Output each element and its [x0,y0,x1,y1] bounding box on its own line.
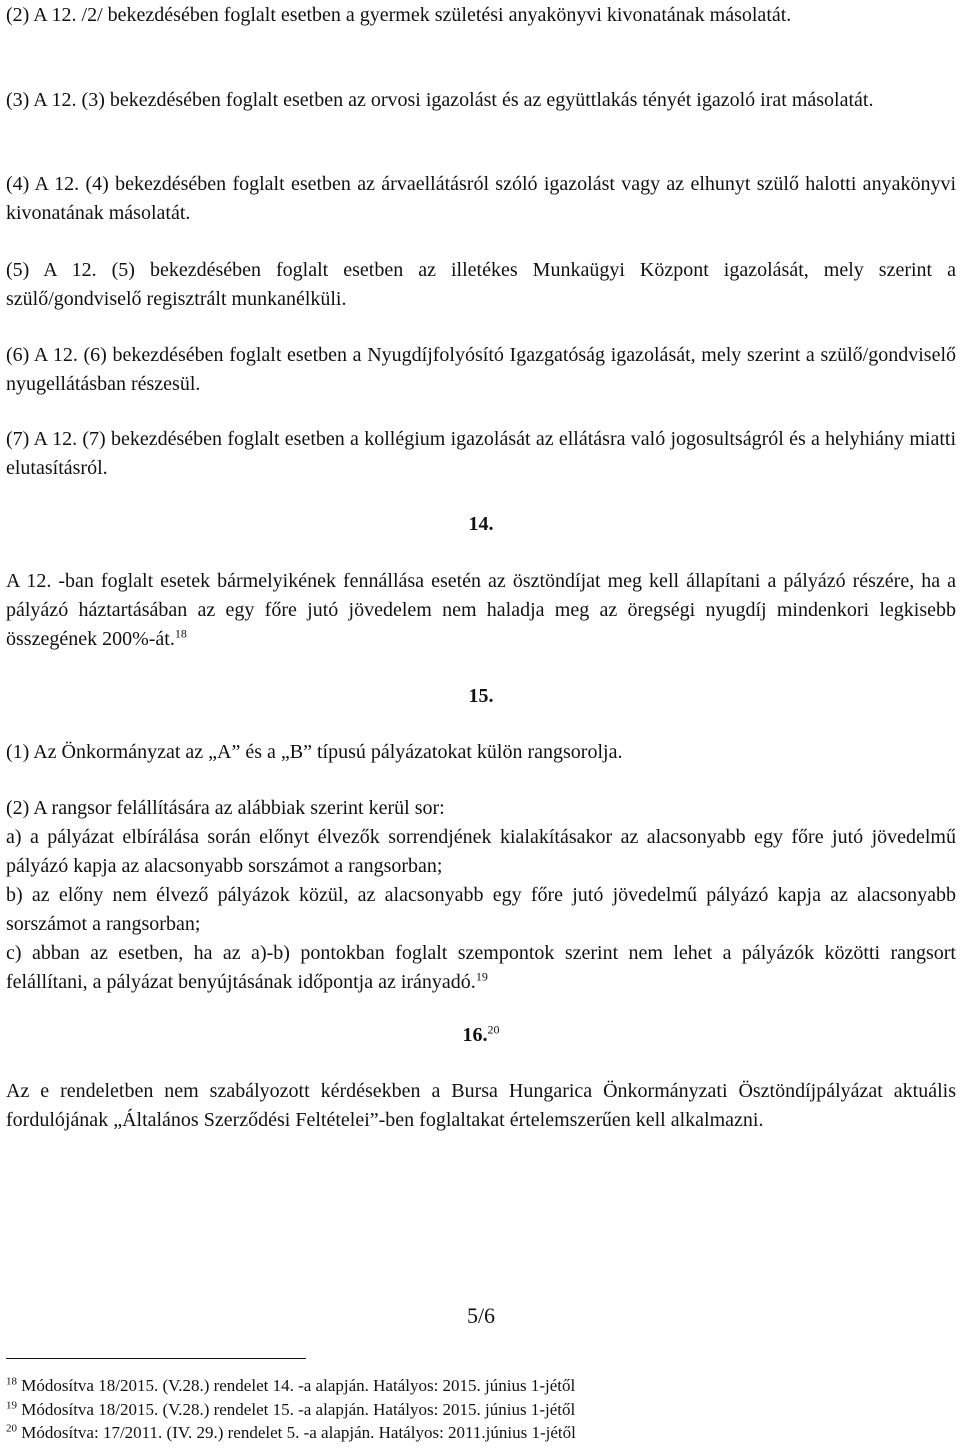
footnote-text: Módosítva 18/2015. (V.28.) rendelet 14. -a alapján. Hatályos: 2015. június 1-jétől [21,1376,576,1395]
section-15-intro: (2) A rangsor felállítására az alábbiak szerint kerül sor: [6,797,445,819]
page-number: 5/6 [466,1303,496,1328]
section-14-number: 14. [468,513,494,535]
section-15-paragraph-2 [6,794,956,997]
footnote-divider [6,1358,306,1359]
footnote-ref-19[interactable]: 19 [475,969,488,984]
paragraph-4: (4) A 12. (4) bekezdésében foglalt esetben az árvaellátásról szóló igazolást vagy az elhunyt szülő halotti anyakönyvi kivonatának másolatát. [6,173,956,224]
footnote-ref-20[interactable]: 20 [487,1022,500,1037]
section-15-number: 15. [468,685,494,707]
section-15-point-b: b) az előny nem élvező pályázok közül, az alacsonyabb egy főre jutó jövedelmű pályázó kapja az alacsonyabb sorszámot a rangsorban; [6,884,956,935]
section-15-point-c-text: c) abban az esetben, ha az a)-b) pontokban foglalt szempontok szerint nem lehet a pályázók közötti rangsort felállítani, a pályázat benyújtásának időpontja az irányadó. [6,942,956,993]
footnote-number: 18 [6,1375,17,1388]
footnote-number: 20 [6,1422,17,1435]
section-15-heading [6,682,956,710]
section-16-number: 16. [462,1024,488,1046]
footnote-ref-18[interactable]: 18 [174,626,187,641]
section-14-text [6,567,956,654]
footnote-20 [6,1422,956,1444]
footnote-text: Módosítva: 17/2011. (IV. 29.) rendelet 5. -a alapján. Hatályos: 2011.június 1-jétől [21,1423,576,1442]
paragraph-6: (6) A 12. (6) bekezdésében foglalt esetben a Nyugdíjfolyósító Igazgatóság igazolását, mely szerint a szülő/gondviselő nyugellátásban részesül. [6,344,956,395]
section-15-point-c [6,939,956,997]
section-14-body: A 12. -ban foglalt esetek bármelyikének fennállása esetén az ösztöndíjat meg kell állapítani a pályázó részére, ha a pályázó háztartásában az egy főre jutó jövedelem nem haladja meg az öregségi nyugdíj mindenkori legkisebb összegének 200%-át. [6,570,956,650]
section-15-point-a: a) a pályázat elbírálása során előnyt élvezők sorrendjének kialakításakor az alacsonyabb egy főre jutó jövedelmű pályázó kapja az alacsonyabb sorszámot a rangsorban; [6,826,956,877]
footnote-19 [6,1399,956,1421]
footnote-text: Módosítva 18/2015. (V.28.) rendelet 15. -a alapján. Hatályos: 2015. június 1-jétől [21,1400,576,1419]
section-15-paragraph-1: (1) Az Önkormányzat az „A” és a „B” típusú pályázatokat külön rangsorolja. [6,741,623,763]
section-16-text: Az e rendeletben nem szabályozott kérdésekben a Bursa Hungarica Önkormányzati Ösztöndíjpályázat aktuális fordulójának „Általános Szerződési Feltételei”-ben foglaltakat értelemszerűen kell alkalmazni. [6,1080,956,1131]
section-16-heading [6,1021,956,1049]
document-page [6,0,956,1448]
paragraph-2: (2) A 12. /2/ bekezdésében foglalt esetben a gyermek születési anyakönyvi kivonatának másolatát. [6,4,792,26]
paragraph-5: (5) A 12. (5) bekezdésében foglalt esetben az illetékes Munkaügyi Központ igazolását, mely szerint a szülő/gondviselő regisztrált munkanélküli. [6,259,956,310]
footnote-18 [6,1375,956,1397]
footnote-number: 19 [6,1399,17,1412]
paragraph-7: (7) A 12. (7) bekezdésében foglalt esetben a kollégium igazolását az ellátásra való jogosultságról és a helyhiány miatti elutasításról. [6,428,956,479]
section-14-heading [6,510,956,538]
paragraph-3: (3) A 12. (3) bekezdésében foglalt esetben az orvosi igazolást és az együttlakás tényét igazoló irat másolatát. [6,89,874,111]
